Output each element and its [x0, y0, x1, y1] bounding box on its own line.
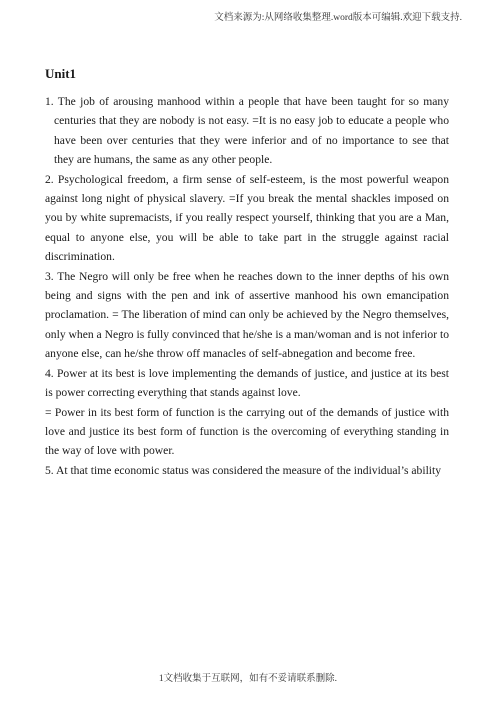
page-footer: 1文档收集于互联网，如有不妥请联系删除.	[158, 674, 338, 684]
paragraph-1: 1. The job of arousing manhood within a people that have been taught for so many centuries that they are nobody is not easy. =It is no easy job to educate a people who have been over centuries that they were inferior and of no importance to see that they are humans, the same as any other people.	[45, 95, 449, 167]
unit-title: Unit1	[45, 66, 77, 81]
paragraph-2: 2. Psychological freedom, a firm sense of self-esteem, is the most powerful weapon against long night of physical slavery. =If you break the mental shackles imposed on you by white supremacists, if you really respect yourself, thinking that you are a Man, equal to anyone else, you will be able to take part in the struggle against racial discrimination.	[45, 172, 449, 264]
document-body	[45, 92, 449, 480]
paragraph-3: 3. The Negro will only be free when he reaches down to the inner depths of his own being and signs with the pen and ink of assertive manhood his own emancipation proclamation. = The liberation of mind can only be achieved by the Negro themselves, only when a Negro is fully convinced that he/she is a man/woman and is not inferior to anyone else, can he/she throw off manacles of self-abnegation and become free.	[45, 269, 449, 361]
paragraph-4-explanation: = Power in its best form of function is the carrying out of the demands of justice with love and justice its best form of function is the overcoming of everything standing in the way of love with power.	[45, 405, 449, 458]
page-header: 文档来源为:从网络收集整理.word版本可编辑.欢迎下载支持.	[214, 13, 462, 23]
paragraph-5: 5. At that time economic status was considered the measure of the individual’s ability	[45, 463, 442, 477]
paragraph-4: 4. Power at its best is love implementing the demands of justice, and justice at its best is power correcting everything that stands against love.	[45, 366, 449, 400]
